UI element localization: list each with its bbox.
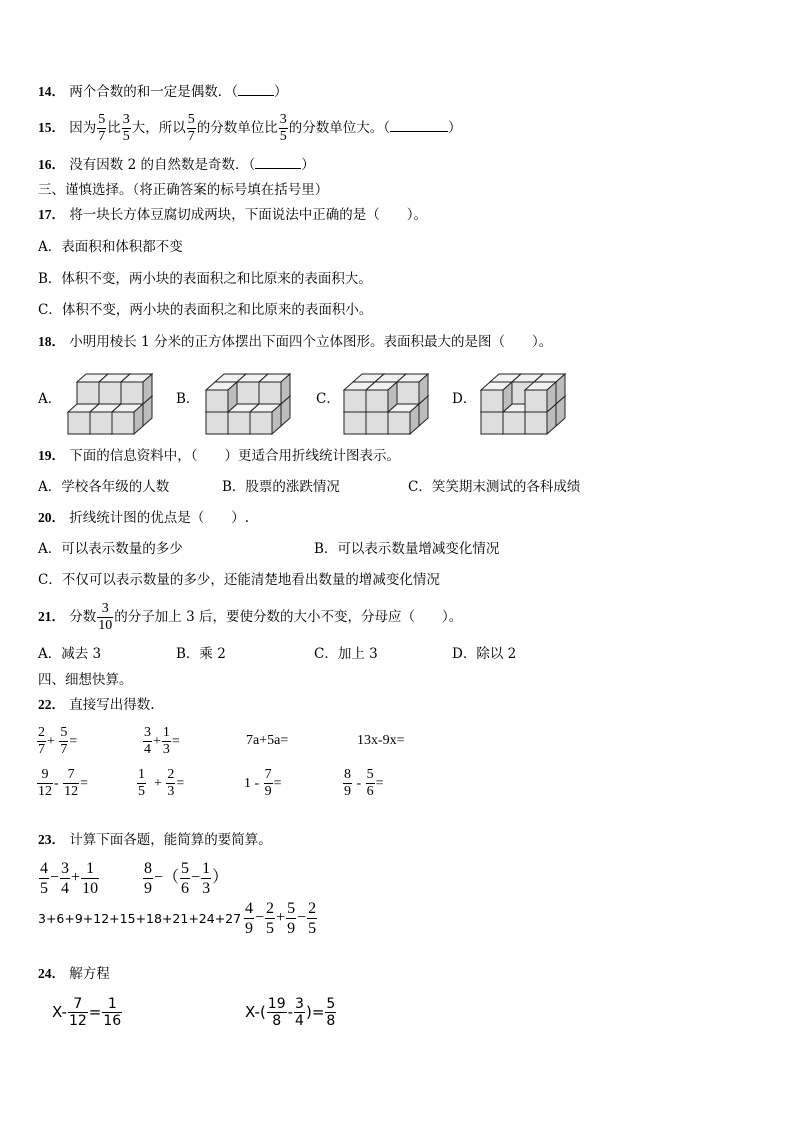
text: 分数 (69, 609, 97, 625)
cube-figure-c (342, 364, 434, 438)
expr-22-5: $\frac{9}{12}$ - $\frac{7}{12}$ = (38, 767, 89, 800)
cube-face (68, 412, 90, 434)
answer-blank[interactable] (238, 82, 274, 96)
paren: ） (301, 157, 315, 173)
question-text: 折线统计图的优点是（ ）. (69, 510, 250, 526)
question-number: 15． (38, 120, 65, 135)
expr-22-6: $\frac{1}{5}$ + $\frac{2}{3}$ = (138, 767, 185, 800)
question-number: 19． (38, 448, 65, 463)
paren: ） (448, 120, 462, 136)
expr-23-2: $\frac{8}{9}$ −（ $\frac{5}{6}$ − $\frac{1}{3}$ ） (144, 859, 229, 897)
expr-23-4: $\frac{4}{9}$ − $\frac{2}{5}$ + $\frac{5}{9}$ − $\frac{2}{5}$ (245, 899, 317, 937)
option-b[interactable]: B．体积不变，两小块的表面积之和比原来的表面积大。 (38, 271, 372, 287)
question-number: 20． (38, 510, 65, 525)
text: 的分数单位大。（ (288, 120, 391, 136)
question-number: 18． (38, 334, 65, 349)
cube-figure-d (479, 364, 571, 438)
fraction: $\frac{3}{5}$ (122, 112, 130, 144)
fraction: $\frac{3}{5}$ (279, 112, 287, 144)
cube-face (525, 412, 547, 434)
option-a-label[interactable]: A． (38, 391, 62, 407)
question-text: 直接写出得数. (69, 697, 155, 713)
option-b[interactable]: B．乘 2 (176, 646, 226, 662)
paren: ） (274, 84, 288, 100)
option-d-label[interactable]: D． (452, 391, 477, 407)
cube-face (99, 382, 121, 404)
question-text: 没有因数 2 的自然数是奇数．（ (69, 157, 256, 173)
text: 的分子加上 3 后，要使分数的大小不变，分母应（ ）。 (114, 609, 463, 625)
expr-22-8: $\frac{8}{9}$ - $\frac{5}{6}$ = (344, 767, 384, 800)
fraction: $\frac{3}{10}$ (98, 601, 113, 633)
question-number: 16． (38, 157, 65, 172)
cube-face (112, 412, 134, 434)
question-20 (38, 509, 249, 527)
expr-22-2: $\frac{3}{4}$ + $\frac{1}{3}$ = (144, 725, 180, 758)
cube-figure-b (204, 364, 296, 438)
cube-face (388, 412, 410, 434)
cube-face (206, 412, 228, 434)
question-number: 21． (38, 609, 65, 624)
option-c[interactable]: C．加上 3 (314, 646, 378, 662)
option-c[interactable]: C．笑笑期末测试的各科成绩 (408, 479, 581, 495)
section-3-heading: 三、谨慎选择。（将正确答案的标号填在括号里） (38, 182, 329, 198)
equation-24-2: X-( $\frac{19}{8}$ - $\frac{3}{4}$ )= $\frac{5}{8}$ (245, 996, 336, 1029)
text: 的分数单位比 (196, 120, 278, 136)
cube-face (77, 382, 99, 404)
section-4-heading: 四、细想快算。 (38, 672, 133, 688)
question-text: 下面的信息资料中，（ ）更适合用折线统计图表示。 (69, 448, 401, 464)
question-number: 24． (38, 966, 65, 981)
question-text: 解方程 (69, 966, 110, 982)
cube-face (228, 412, 250, 434)
text: 大，所以 (131, 120, 186, 136)
equation-24-1: X- $\frac{7}{12}$ = $\frac{1}{16}$ (52, 996, 122, 1029)
option-c-label[interactable]: C． (316, 391, 340, 407)
question-21 (38, 597, 462, 637)
option-d[interactable]: D．除以 2 (452, 646, 517, 662)
cube-face (344, 390, 366, 412)
cube-face (206, 390, 228, 412)
option-c[interactable]: C．体积不变，两小块的表面积之和比原来的表面积小。 (38, 302, 373, 318)
question-15 (38, 108, 462, 148)
fraction: $\frac{5}{7}$ (98, 112, 106, 144)
option-c[interactable]: C．不仅可以表示数量的多少，还能清楚地看出数量的增减变化情况 (38, 572, 440, 588)
cube-face (121, 382, 143, 404)
cube-figure-a (66, 364, 158, 438)
expr-22-7: 1 - $\frac{7}{9}$ = (244, 767, 282, 800)
cube-face (397, 382, 419, 404)
question-text: 小明用棱长 1 分米的正方体摆出下面四个立体图形。表面积最大的是图（ ）。 (69, 334, 553, 350)
option-b[interactable]: B．股票的涨跌情况 (222, 479, 340, 495)
option-a[interactable]: A．表面积和体积都不变 (38, 239, 183, 255)
cube-face (366, 390, 388, 412)
question-17 (38, 206, 427, 224)
option-a[interactable]: A．可以表示数量的多少 (38, 541, 183, 557)
cube-face (237, 382, 259, 404)
cube-face (344, 412, 366, 434)
question-14 (38, 82, 288, 101)
question-22 (38, 696, 155, 714)
cube-face (481, 412, 503, 434)
expr-23-3: 3+6+9+12+15+18+21+24+27 (38, 911, 242, 926)
cube-face (525, 390, 547, 412)
text: 比 (107, 120, 121, 136)
cube-face (481, 390, 503, 412)
question-text: 将一块长方体豆腐切成两块，下面说法中正确的是（ ）。 (69, 207, 428, 223)
expr-22-1: $\frac{2}{7}$ + $\frac{5}{7}$ = (38, 725, 78, 758)
fraction: $\frac{5}{7}$ (187, 112, 195, 144)
cube-face (366, 412, 388, 434)
question-number: 17． (38, 207, 65, 222)
cube-face (259, 382, 281, 404)
cube-face (503, 412, 525, 434)
question-24 (38, 965, 110, 983)
cube-face (90, 412, 112, 434)
option-b-label[interactable]: B． (176, 391, 200, 407)
question-23 (38, 831, 272, 849)
question-number: 14． (38, 84, 65, 99)
question-19 (38, 447, 400, 465)
expr-23-1: $\frac{4}{5}$ − $\frac{3}{4}$ + $\frac{1}{10}$ (40, 859, 99, 897)
answer-blank[interactable] (390, 118, 448, 132)
question-number: 22． (38, 697, 65, 712)
expr-22-3: 7a+5a= (246, 733, 289, 748)
question-text: 计算下面各题，能简算的要简算。 (69, 832, 272, 848)
question-16 (38, 155, 315, 174)
option-a[interactable]: A．减去 3 (38, 646, 102, 662)
option-b[interactable]: B．可以表示数量增减变化情况 (314, 541, 500, 557)
cube-face (250, 412, 272, 434)
answer-blank[interactable] (255, 155, 301, 169)
question-text: 两个合数的和一定是偶数．（ (69, 84, 239, 100)
question-number: 23． (38, 832, 65, 847)
option-a[interactable]: A．学校各年级的人数 (38, 479, 170, 495)
question-18 (38, 333, 552, 351)
expr-22-4: 13x-9x= (357, 733, 405, 748)
text: 因为 (69, 120, 97, 136)
